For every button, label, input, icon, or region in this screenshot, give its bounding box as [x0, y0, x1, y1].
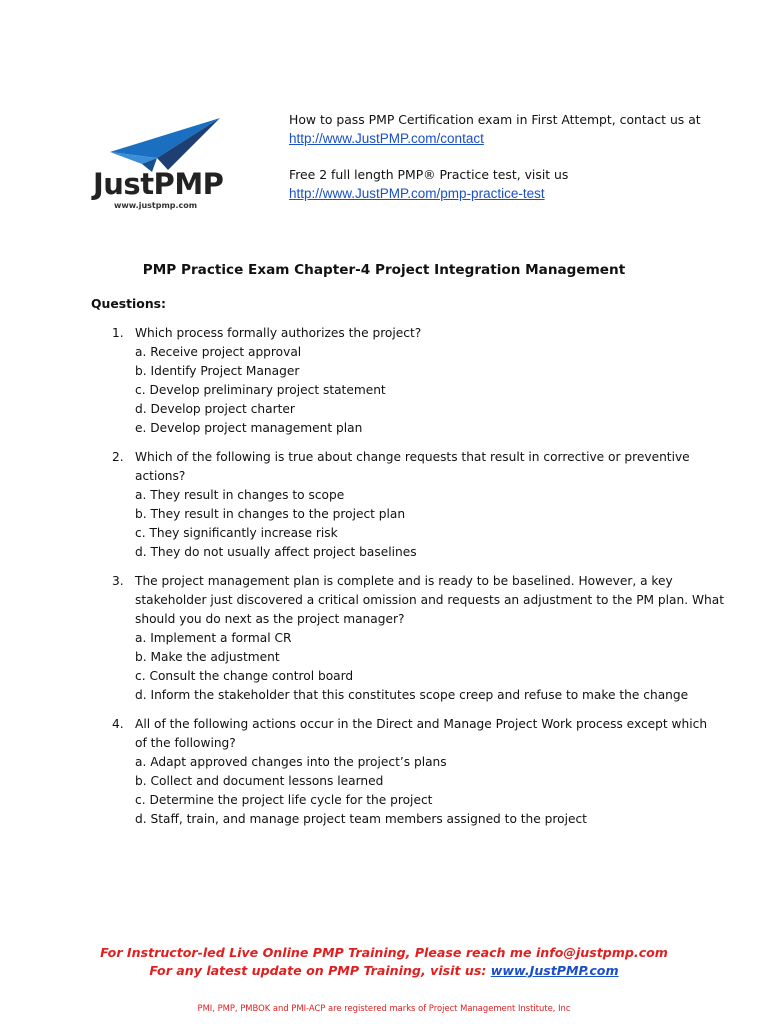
- answer-option: d. They do not usually affect project baselines: [135, 545, 417, 559]
- answer-option: d. Staff, train, and manage project team members assigned to the project: [135, 812, 587, 826]
- questions-heading: Questions:: [91, 296, 166, 311]
- question-text: stakeholder just discovered a critical omission and requests an adjustment to the PM plan. What: [135, 593, 725, 607]
- footer-update-text: For any latest update on PMP Training, visit us:: [149, 963, 491, 978]
- question-number: 3.: [112, 574, 124, 588]
- page-title: PMP Practice Exam Chapter-4 Project Integration Management: [142, 262, 626, 278]
- answer-option: c. Determine the project life cycle for the project: [135, 793, 433, 807]
- header-promo: [289, 110, 729, 203]
- promo-practice-text: Free 2 full length PMP® Practice test, visit us: [289, 167, 569, 182]
- answer-option: b. They result in changes to the project plan: [135, 507, 406, 521]
- answer-option: e. Develop project management plan: [135, 421, 363, 435]
- logo-url: www.justpmp.com: [114, 201, 198, 210]
- justpmp-logo: [88, 112, 238, 212]
- answer-option: a. Adapt approved changes into the project’s plans: [135, 755, 447, 769]
- answer-option: b. Collect and document lessons learned: [135, 774, 384, 788]
- answer-option: b. Identify Project Manager: [135, 364, 300, 378]
- logo-brand: JustPMP: [93, 167, 224, 201]
- answer-option: a. Implement a formal CR: [135, 631, 292, 645]
- footer-contact: For Instructor-led Live Online PMP Training, Please reach me info@justpmp.com: [100, 945, 668, 960]
- answer-option: a. Receive project approval: [135, 345, 302, 359]
- footer-update: [0, 963, 768, 978]
- question-number: 2.: [112, 450, 124, 464]
- answer-option: c. They significantly increase risk: [135, 526, 338, 540]
- paper-plane-icon: [102, 112, 222, 174]
- answer-option: b. Make the adjustment: [135, 650, 280, 664]
- question-list: [112, 324, 725, 839]
- question-text: The project management plan is complete and is ready to be baselined. However, a key: [135, 574, 673, 588]
- answer-option: d. Develop project charter: [135, 402, 295, 416]
- question-text: Which of the following is true about change requests that result in corrective or preventive: [135, 450, 690, 464]
- answer-option: c. Consult the change control board: [135, 669, 354, 683]
- question-text: actions?: [135, 469, 186, 483]
- question-item: [112, 324, 692, 438]
- question-text: Which process formally authorizes the project?: [135, 326, 422, 340]
- question-text: All of the following actions occur in the Direct and Manage Project Work process except which: [135, 717, 708, 731]
- answer-option: d. Inform the stakeholder that this constitutes scope creep and refuse to make the change: [135, 688, 689, 702]
- answer-option: c. Develop preliminary project statement: [135, 383, 386, 397]
- footer-website-link[interactable]: www.JustPMP.com: [490, 963, 619, 978]
- answer-option: a. They result in changes to scope: [135, 488, 345, 502]
- contact-link[interactable]: http://www.JustPMP.com/contact: [289, 131, 484, 146]
- question-text: should you do next as the project manager?: [135, 612, 405, 626]
- question-item: [112, 715, 708, 829]
- question-item: [112, 572, 725, 705]
- question-number: 1.: [112, 326, 124, 340]
- question-text: of the following?: [135, 736, 236, 750]
- question-number: 4.: [112, 717, 124, 731]
- footer-trademark: PMI, PMP, PMBOK and PMI-ACP are registered marks of Project Management Institute, Inc: [197, 1003, 571, 1013]
- question-item: [112, 448, 692, 562]
- promo-contact-text: How to pass PMP Certification exam in First Attempt, contact us at: [289, 112, 701, 127]
- practice-test-link[interactable]: http://www.JustPMP.com/pmp-practice-test: [289, 186, 545, 201]
